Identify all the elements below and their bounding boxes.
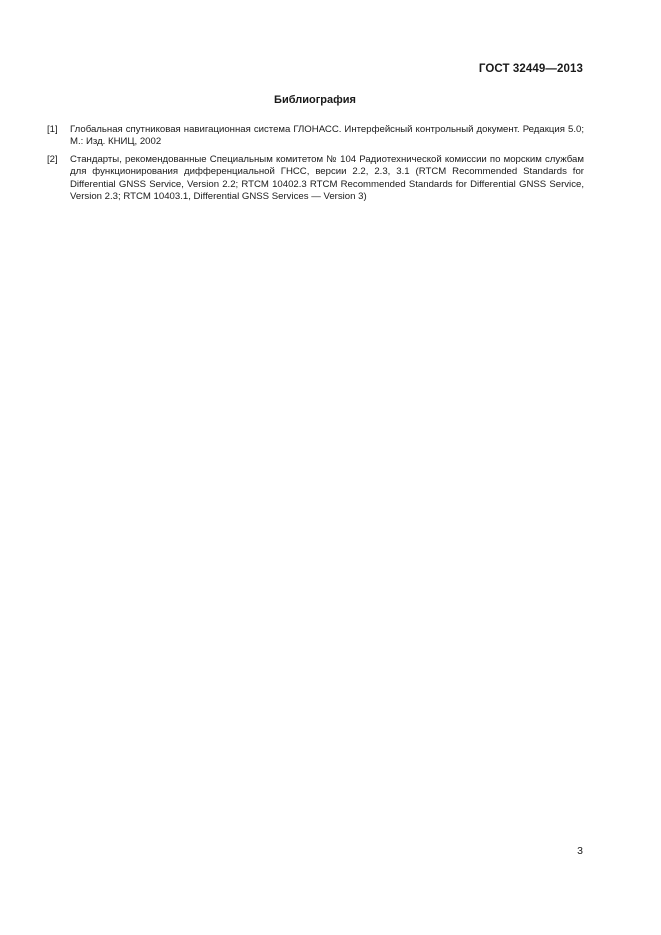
section-title: Библиография bbox=[274, 94, 356, 106]
bibliography-item-text: Глобальная спутниковая навигационная система ГЛОНАСС. Интерфейсный контрольный документ. Редакция 5.0; М.: Изд. КНИЦ, 2002 bbox=[70, 124, 584, 148]
bibliography-item bbox=[47, 154, 584, 204]
bibliography-list bbox=[47, 124, 584, 208]
page-number: 3 bbox=[577, 845, 583, 857]
bibliography-item-number: [1] bbox=[47, 124, 58, 135]
bibliography-item bbox=[47, 124, 584, 149]
document-code: ГОСТ 32449—2013 bbox=[478, 63, 583, 75]
bibliography-item-number: [2] bbox=[47, 153, 58, 165]
bibliography-item-text: Стандарты, рекомендованные Специальным комитетом № 104 Радиотехнической комиссии по морским службам для функционирования дифференциальной ГНСС, версии 2.2, 2.3, 3.1 (RTCM Recommended Standards for Differential GNSS Service, Version 2.2; RTCM 10402.3 RTCM Recommended Standards for Differential GNSS Service, Version 2.3; RTCM 10403.1, Differential GNSS Services — Version 3) bbox=[70, 153, 584, 203]
